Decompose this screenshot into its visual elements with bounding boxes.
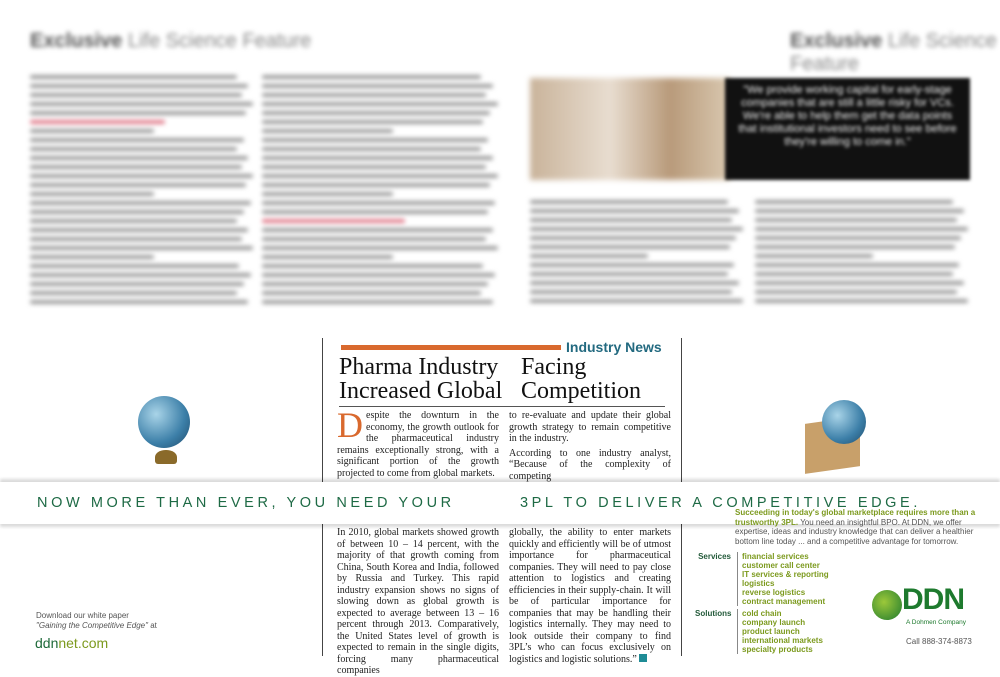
list-item: product launch — [742, 627, 800, 636]
blurred-line — [262, 84, 493, 88]
blurred-line — [755, 254, 873, 258]
blurred-line — [530, 272, 728, 276]
list-item: customer call center — [742, 561, 820, 570]
list-item: IT services & reporting — [742, 570, 829, 579]
services-label: Services — [698, 552, 731, 561]
blurred-line — [30, 174, 253, 178]
list-item: reverse logistics — [742, 588, 806, 597]
blurred-line — [530, 200, 728, 204]
feature-header-left — [30, 30, 311, 53]
blurred-line — [30, 264, 239, 268]
blurred-line — [262, 165, 486, 169]
blurred-line — [30, 129, 154, 133]
blurred-line — [530, 299, 743, 303]
blurred-line — [262, 75, 481, 79]
blurred-line — [30, 165, 242, 169]
blurred-line — [530, 281, 739, 285]
promo-copy — [735, 508, 997, 546]
blurred-line — [755, 200, 953, 204]
ddn-logo-subtitle: A Dohmen Company — [906, 619, 966, 626]
blurred-text-column — [530, 200, 745, 308]
blurred-line — [262, 237, 486, 241]
column-1-bottom: In 2010, global markets showed growth of between 10 – 14 percent, with the majority of that growth coming from China, South Korea and India, followed by Russia and Turkey. This rapid industry expansion shows no signs of slowing down as global growth is expected to average between 13 – 16 percent through 2013. Comparatively, the United States level of growth is expected to remain in the single digits, forcing many pharmaceutical companies — [337, 527, 499, 676]
blurred-line — [30, 147, 237, 151]
blurred-line — [262, 219, 405, 223]
blurred-line — [262, 174, 498, 178]
text: at — [147, 621, 157, 630]
blurred-text-column — [262, 75, 500, 309]
blurred-line — [755, 227, 968, 231]
phone-number: Call 888-374-8873 — [906, 637, 972, 646]
text: Exclusive — [790, 30, 883, 52]
blurred-line — [755, 263, 959, 267]
list-item: financial services — [742, 552, 809, 561]
text: Exclusive — [30, 30, 123, 52]
download-line1: Download our white paper — [36, 611, 129, 620]
blurred-line — [755, 218, 957, 222]
blurred-line — [262, 255, 393, 259]
blurred-line — [30, 120, 165, 124]
blurred-line — [755, 245, 955, 249]
blurred-line — [755, 290, 957, 294]
blurred-line — [755, 236, 961, 240]
text: globally, the ability to enter markets quickly and efficiently will be of utmost importance for pharmaceutical companies. They will need to pay close attention to logistics and creating efficiencies in their supply-chain. It will be of particular importance for companies that may be handling their logistics internally. They may need to look outside their company to find 3PL’s who can focus exclusively on logistics and logistic solutions.” — [509, 527, 671, 665]
blurred-line — [30, 210, 244, 214]
blurred-line — [530, 209, 739, 213]
blurred-line — [262, 228, 493, 232]
list-item: specialty products — [742, 645, 813, 654]
blurred-line — [530, 236, 736, 240]
drop-cap: D — [337, 405, 363, 445]
blurred-line — [30, 102, 253, 106]
blurred-line — [30, 255, 154, 259]
blurred-line — [30, 291, 237, 295]
feature-header-right — [790, 30, 1000, 76]
column-2-bottom — [509, 527, 671, 665]
text: to re-evaluate and update their global growth strategy to remain competitive in the industry. — [509, 410, 671, 444]
blurred-line — [755, 299, 968, 303]
blurred-line — [30, 228, 248, 232]
blurred-line — [262, 183, 490, 187]
blurred-line — [30, 156, 248, 160]
article-title-left: Pharma Industry Increased Global — [339, 354, 503, 404]
divider — [339, 406, 665, 407]
list-item: company launch — [742, 618, 806, 627]
ddn-logo-mark-icon — [872, 590, 902, 620]
blurred-line — [262, 156, 493, 160]
pull-quote: "We provide working capital for early-stage companies that are still a little risky for VCs. We're able to help them get the data points that institutional investors need to see before they're willing to come in." — [725, 78, 970, 180]
blurred-line — [262, 201, 495, 205]
blurred-line — [755, 281, 964, 285]
tagline-right: 3PL TO DELIVER A COMPETITIVE EDGE. — [520, 495, 921, 511]
blurred-line — [30, 138, 244, 142]
blurred-line — [530, 227, 743, 231]
blurred-line — [530, 263, 734, 267]
list-item: cold chain — [742, 609, 782, 618]
blurred-text-column — [30, 75, 255, 309]
blurred-line — [530, 290, 732, 294]
blurred-line — [262, 129, 393, 133]
blurred-line — [262, 282, 488, 286]
blurred-line — [30, 183, 246, 187]
website-link[interactable] — [35, 635, 108, 651]
text: Life Science Feature — [790, 30, 997, 75]
blurred-line — [755, 209, 964, 213]
text: espite the downturn in the economy, the growth outlook for the pharmaceutical industry remains exceptionally strong, with a significant portion of the growth projected to come from global markets. — [337, 410, 499, 479]
white-paper-title: "Gaining the Competitive Edge" — [36, 621, 148, 630]
blurred-line — [262, 192, 393, 196]
blurred-line — [262, 264, 483, 268]
ddn-logo-text: DDN — [902, 583, 964, 616]
list-item: logistics — [742, 579, 775, 588]
blurred-line — [30, 111, 246, 115]
blurred-line — [530, 218, 732, 222]
blurred-line — [30, 246, 253, 250]
blurred-line — [262, 120, 483, 124]
blurred-line — [262, 300, 493, 304]
solutions-items — [737, 609, 823, 654]
globe-icon — [138, 396, 190, 448]
text: Life Science Feature — [122, 30, 312, 52]
blurred-line — [262, 246, 498, 250]
blurred-line — [262, 147, 481, 151]
blurred-line — [30, 75, 237, 79]
text: According to one industry analyst, “Because of the complexity of competing — [509, 447, 671, 482]
promo-headline: Succeeding in today's global marketplace requires more than a trustworthy 3PL. — [735, 508, 976, 527]
blurred-line — [30, 237, 242, 241]
list-item: contract management — [742, 597, 826, 606]
tagline-left: NOW MORE THAN EVER, YOU NEED YOUR — [37, 495, 455, 511]
blurred-line — [262, 210, 488, 214]
services-items — [737, 552, 829, 606]
solutions-label: Solutions — [695, 609, 732, 618]
column-1-top — [337, 405, 499, 479]
blurred-line — [755, 272, 953, 276]
blurred-line — [30, 282, 244, 286]
text: net.com — [58, 635, 109, 651]
blurred-line — [30, 201, 251, 205]
globe-stand — [155, 450, 177, 464]
download-note — [36, 611, 157, 631]
column-2-top — [509, 410, 671, 482]
orange-bar — [341, 345, 561, 350]
article-title-right: Facing Competition — [521, 354, 641, 404]
blurred-line — [530, 254, 648, 258]
blurred-line — [262, 291, 481, 295]
blurred-line — [30, 84, 248, 88]
blurred-line — [30, 93, 242, 97]
blurred-text-column — [755, 200, 970, 308]
section-kicker: Industry News — [566, 339, 662, 355]
blurred-line — [30, 300, 248, 304]
list-item: international markets — [742, 636, 823, 645]
blurred-line — [262, 111, 490, 115]
blurred-line — [30, 219, 237, 223]
blurred-line — [530, 245, 730, 249]
blurred-line — [262, 102, 498, 106]
promo-body: You need an insightful BPO. At DDN, we offer expertise, ideas and industry knowledge that can deliver a healthier bottom line today ... and a competitive advantage for tomorrow. — [735, 517, 974, 546]
end-mark-icon — [639, 654, 647, 662]
blurred-line — [262, 273, 495, 277]
globe-in-box-icon — [822, 400, 866, 444]
blurred-photo — [530, 78, 730, 180]
blurred-line — [262, 138, 488, 142]
text: ddn — [35, 635, 59, 651]
blurred-line — [30, 192, 154, 196]
blurred-line — [30, 273, 251, 277]
blurred-line — [262, 93, 486, 97]
